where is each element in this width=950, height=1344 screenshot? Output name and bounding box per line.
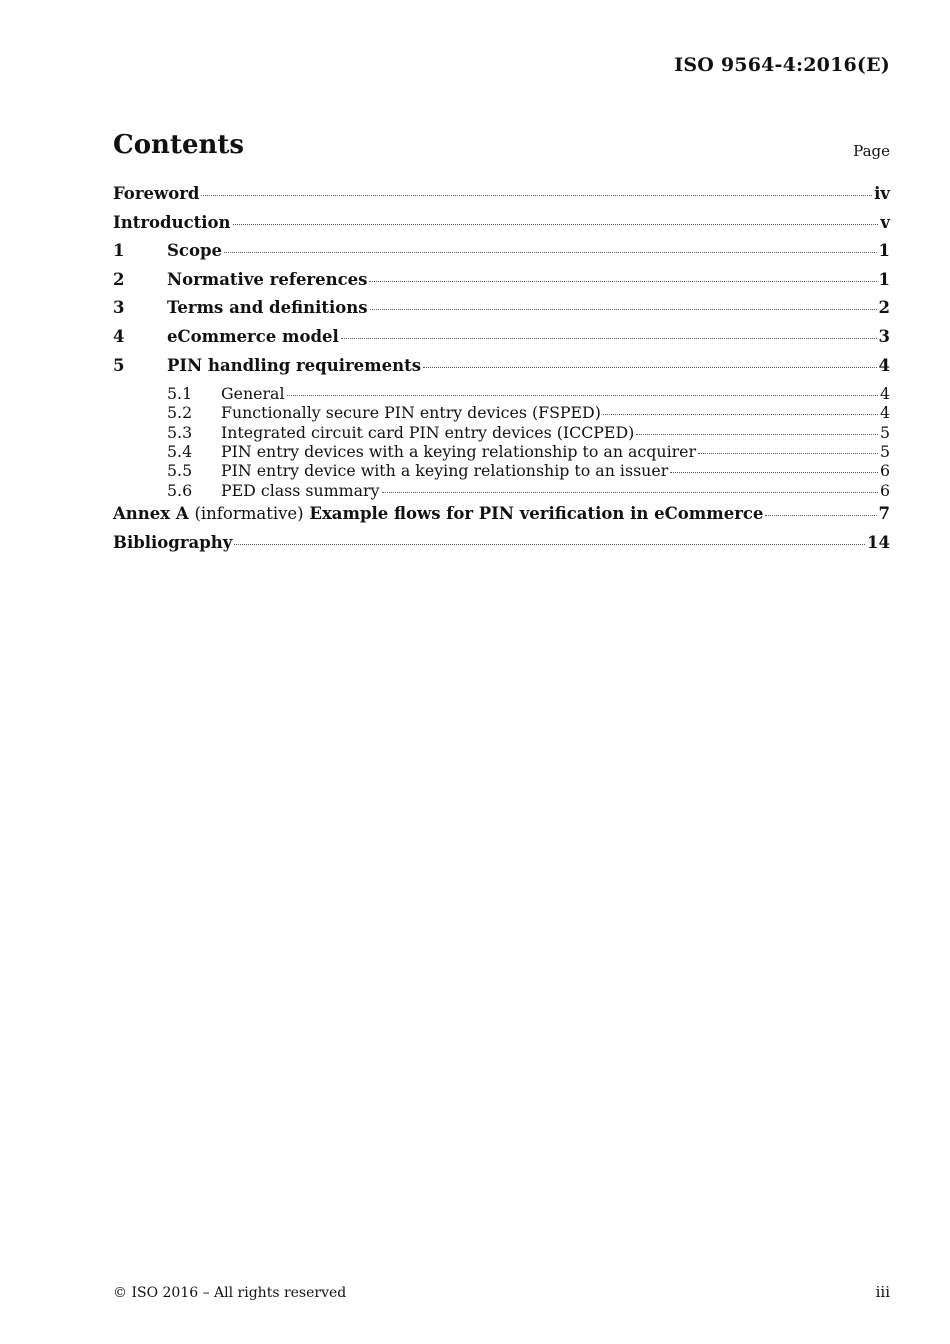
toc-entry-title: Normative references xyxy=(167,269,368,289)
toc-entry-pin-handling-requirements[interactable] xyxy=(113,356,890,385)
toc-entry-foreword[interactable] xyxy=(113,184,890,213)
toc-entry-title: General xyxy=(221,384,285,404)
toc-entry-introduction[interactable] xyxy=(113,213,890,242)
toc-entry-page: 3 xyxy=(878,326,890,346)
toc-entry-number: 2 xyxy=(113,269,125,289)
toc-entry-terms-and-definitions[interactable] xyxy=(113,298,890,327)
table-of-contents xyxy=(113,184,890,561)
toc-entry-page: v xyxy=(880,212,890,232)
toc-entry-title: Integrated circuit card PIN entry devices (ICCPED) xyxy=(221,422,635,442)
toc-entry-page: 5 xyxy=(879,422,890,442)
toc-entry-page: 1 xyxy=(878,241,890,261)
toc-entry-page: 6 xyxy=(879,461,890,481)
toc-subentry-ped-class-summary[interactable] xyxy=(113,481,890,500)
document-id: ISO 9564-4:2016(E) xyxy=(674,54,890,76)
leader-dots xyxy=(765,515,876,516)
toc-entry-number: 1 xyxy=(113,241,125,261)
leader-dots xyxy=(233,224,879,225)
toc-entry-number: 5.6 xyxy=(167,480,193,500)
toc-entry-title: PIN entry device with a keying relationship to an issuer xyxy=(221,461,669,481)
leader-dots xyxy=(201,195,872,196)
toc-entry-scope[interactable] xyxy=(113,241,890,270)
toc-entry-number: 5.1 xyxy=(167,384,193,404)
toc-entry-title: Terms and definitions xyxy=(167,298,368,318)
toc-entry-title: Functionally secure PIN entry devices (FSPED) xyxy=(221,403,601,423)
leader-dots xyxy=(287,395,878,396)
page-column-label: Page xyxy=(853,142,890,160)
annex-title: Example flows for PIN verification in eCommerce xyxy=(309,503,764,523)
leader-dots xyxy=(670,472,878,473)
toc-entry-number: 5 xyxy=(113,355,125,375)
leader-dots xyxy=(603,414,878,415)
toc-entry-title: PIN handling requirements xyxy=(167,355,422,375)
toc-entry-number: 5.2 xyxy=(167,403,193,423)
toc-entry-number: 5.3 xyxy=(167,422,193,442)
toc-entry-title xyxy=(113,504,763,523)
toc-entry-page: 4 xyxy=(879,403,890,423)
leader-dots xyxy=(698,453,878,454)
toc-entry-page: 14 xyxy=(867,532,890,552)
leader-dots xyxy=(636,434,878,435)
leader-dots xyxy=(341,338,877,339)
toc-subentry-iccped[interactable] xyxy=(113,423,890,442)
toc-entry-number: 4 xyxy=(113,326,125,346)
toc-entry-page: 4 xyxy=(878,355,890,375)
leader-dots xyxy=(369,281,876,282)
annex-label: Annex A xyxy=(113,503,189,523)
toc-entry-number: 5.4 xyxy=(167,442,193,462)
leader-dots xyxy=(224,252,877,253)
toc-entry-ecommerce-model[interactable] xyxy=(113,327,890,356)
toc-entry-page: 7 xyxy=(878,503,890,523)
toc-entry-page: 6 xyxy=(879,480,890,500)
toc-entry-page: 1 xyxy=(878,269,890,289)
toc-subentry-issuer[interactable] xyxy=(113,461,890,480)
toc-entry-bibliography[interactable] xyxy=(113,533,890,562)
toc-entry-title: Scope xyxy=(167,241,223,261)
toc-subentry-fsped[interactable] xyxy=(113,403,890,422)
toc-entry-annex-a[interactable] xyxy=(113,504,890,533)
contents-heading: Contents xyxy=(113,130,245,160)
page-number: iii xyxy=(875,1283,890,1301)
toc-entry-title: Introduction xyxy=(113,212,231,232)
toc-entry-number: 3 xyxy=(113,298,125,318)
copyright-notice: © ISO 2016 – All rights reserved xyxy=(113,1285,347,1301)
leader-dots xyxy=(234,544,865,545)
toc-entry-page: 4 xyxy=(879,384,890,404)
annex-qualifier: (informative) xyxy=(194,503,304,523)
toc-entry-title: eCommerce model xyxy=(167,326,339,346)
leader-dots xyxy=(370,309,877,310)
toc-entry-title: PED class summary xyxy=(221,480,380,500)
toc-entry-page: 5 xyxy=(879,442,890,462)
leader-dots xyxy=(382,492,878,493)
toc-subentry-acquirer[interactable] xyxy=(113,442,890,461)
toc-entry-number: 5.5 xyxy=(167,461,193,481)
toc-entry-title: PIN entry devices with a keying relationship to an acquirer xyxy=(221,442,697,462)
leader-dots xyxy=(423,367,876,368)
toc-entry-title: Foreword xyxy=(113,184,200,203)
toc-entry-normative-references[interactable] xyxy=(113,270,890,299)
toc-entry-title: Bibliography xyxy=(113,532,233,552)
toc-entry-page: 2 xyxy=(878,298,890,318)
toc-subentry-general[interactable] xyxy=(113,384,890,403)
toc-entry-page: iv xyxy=(874,184,890,203)
